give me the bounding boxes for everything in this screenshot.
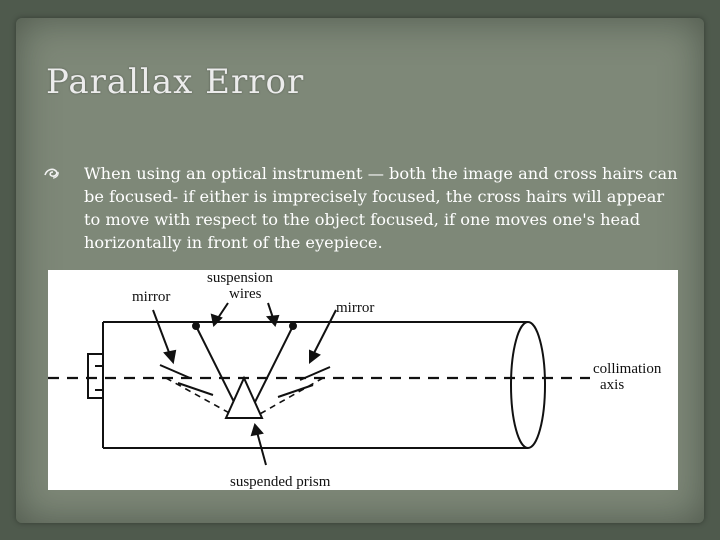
label-mirror-left: mirror: [132, 289, 171, 305]
label-collimation: collimation: [593, 361, 662, 377]
label-axis: axis: [600, 377, 625, 393]
swirl-bullet-icon: [44, 165, 58, 179]
parallax-diagram: [48, 270, 678, 490]
bullet-text: When using an optical instrument — both the image and cross hairs can be focused- if either is imprecisely focused, the cross hairs will appear to move with respect to the object focused, if one moves one's head horizontally in front of the eyepiece.: [84, 164, 678, 252]
bullet-item: [44, 162, 684, 254]
slide-title: Parallax Error: [46, 62, 305, 102]
eyepiece: [88, 354, 103, 398]
telescope-tube: [103, 322, 545, 448]
label-wires: wires: [229, 286, 262, 302]
label-suspension: suspension: [207, 270, 273, 286]
label-mirror-right: mirror: [336, 300, 375, 316]
label-suspended-prism: suspended prism: [230, 474, 331, 490]
